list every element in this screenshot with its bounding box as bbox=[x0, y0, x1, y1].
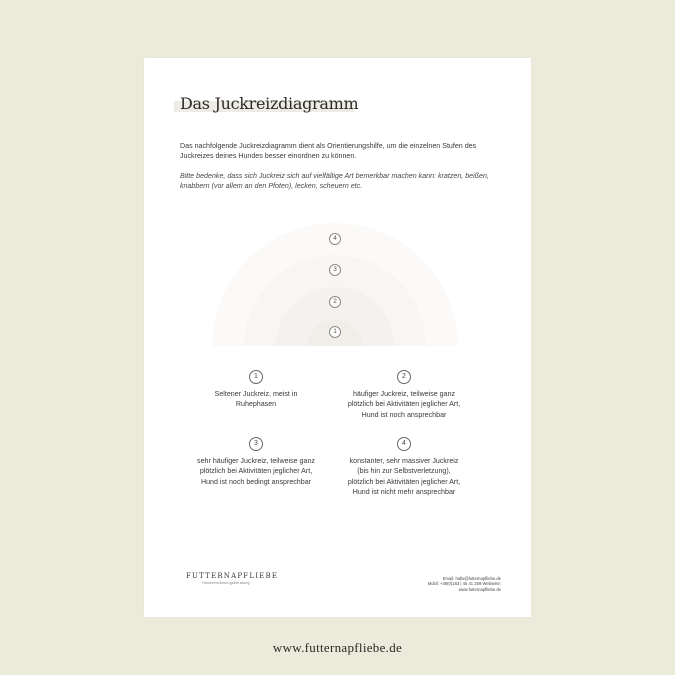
site-url: www.futternapfliebe.de bbox=[272, 640, 403, 655]
arc-marker-2: 2 bbox=[329, 296, 341, 308]
brand-logo bbox=[186, 572, 279, 585]
contact-info bbox=[428, 576, 501, 592]
legend-text: sehr häufiger Juckreiz, teilweise ganz plötzlich bei Aktivitäten jeglicher Art, Hund ist noch bedingt ansprechbar bbox=[197, 457, 315, 486]
legend-text: konstanter, sehr massiver Juckreiz (bis hin zur Selbstverletzung), plötzlich bei Aktivitäten jeglicher Art, Hund ist nicht mehr ansprechbar bbox=[347, 457, 461, 496]
legend-number: 1 bbox=[249, 370, 263, 384]
legend-text: Seltener Juckreiz, meist in Ruhephasen bbox=[214, 390, 298, 409]
legend-number: 2 bbox=[397, 370, 411, 384]
legend-number: 4 bbox=[397, 437, 411, 451]
contact-phone: Mobil: +49(0)163 | 45 41 259 Webseite: bbox=[427, 581, 501, 587]
document-page bbox=[144, 58, 531, 617]
legend-text: häufiger Juckreiz, teilweise ganz plötzlich bei Aktivitäten jeglicher Art, Hund ist noch ansprechbar bbox=[347, 390, 461, 419]
title-block bbox=[174, 92, 359, 114]
itch-arc-diagram bbox=[210, 213, 460, 348]
contact-website: www.futternapfliebe.de bbox=[458, 586, 501, 592]
arc-marker-4: 4 bbox=[329, 233, 341, 245]
legend-item-3 bbox=[196, 437, 316, 487]
arc-marker-1: 1 bbox=[329, 326, 341, 338]
brand-name: FUTTERNAPFLIEBE bbox=[186, 572, 279, 580]
intro-paragraph: Das nachfolgende Juckreizdiagramm dient als Orientierungshilfe, um die einzelnen Stufen des Juckreizes deines Hundes besser einordnen zu können. bbox=[180, 142, 477, 161]
legend-item-4 bbox=[346, 437, 462, 497]
contact-email: Email: hallo@futternapfliebe.de bbox=[442, 576, 501, 581]
legend-item-1 bbox=[206, 370, 306, 410]
page-title: Das Juckreizdiagramm bbox=[180, 94, 359, 113]
brand-tagline: Hundeernährungsberatung bbox=[202, 581, 250, 585]
legend-item-2 bbox=[346, 370, 462, 420]
legend-number: 3 bbox=[249, 437, 263, 451]
note-paragraph: Bitte bedenke, dass sich Juckreiz sich auf vielfältige Art bemerkbar machen kann: kratzen, beißen, knabbern (vor allem an den Pfoten), lecken, scheuern etc. bbox=[180, 172, 489, 191]
arc-marker-3: 3 bbox=[329, 264, 341, 276]
